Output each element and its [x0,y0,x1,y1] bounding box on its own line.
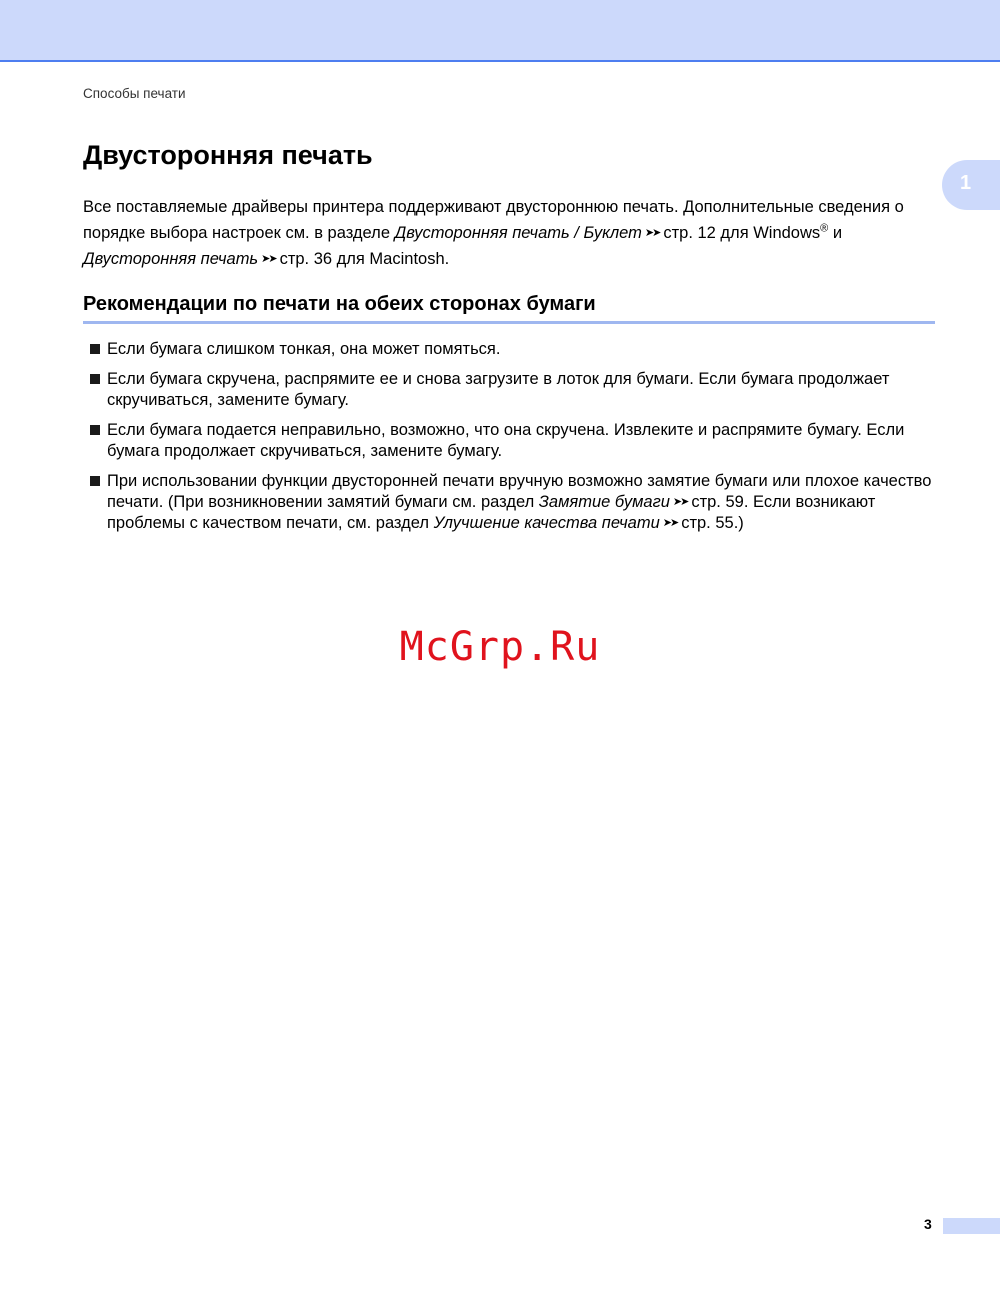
square-bullet-icon [90,374,100,384]
list-item [83,339,938,360]
page-title: Двусторонняя печать [83,140,373,170]
list-item [83,420,938,462]
intro-text-1: Все поставляемые драйверы принтера поддерживают двустороннюю печать. Дополнительные сведения о порядке выбора настроек см. в разделе [83,198,904,242]
double-arrow-icon: ➤➤ [261,253,276,265]
tip-text-a: При использовании функции двусторонней печати вручную возможно замятие бумаги или плохое качество печати. (При возникновении замятий бумаги см. раздел [107,472,932,511]
square-bullet-icon [90,476,100,486]
double-arrow-icon: ➤➤ [662,517,678,529]
registered-mark: ® [820,222,829,235]
list-item [83,471,938,534]
chapter-number: 1 [960,172,972,194]
square-bullet-icon [90,344,100,354]
duplex-mac-link[interactable]: Двусторонняя печать [83,250,259,268]
intro-text-4: стр. 36 для Macintosh. [279,250,450,268]
breadcrumb: Способы печати [83,86,186,101]
tip-text: Если бумага подается неправильно, возможно, что она скручена. Извлеките и распрямите бумагу. Если бумага продолжает скручиваться, замените бумагу. [107,421,905,460]
print-quality-link[interactable]: Улучшение качества печати [433,514,660,532]
tip-text-c: стр. 55.) [681,514,744,532]
double-arrow-icon: ➤➤ [672,496,688,508]
tip-text: Если бумага слишком тонкая, она может помяться. [107,340,501,358]
page-number-tab [943,1218,1000,1234]
section-heading: Рекомендации по печати на обеих сторонах бумаги [83,293,935,324]
watermark: McGrp.Ru [399,624,601,670]
square-bullet-icon [90,425,100,435]
intro-paragraph [83,194,933,272]
tip-text: Если бумага скручена, распрямите ее и снова загрузите в лоток для бумаги. Если бумага продолжает скручиваться, замените бумагу. [107,370,890,409]
double-arrow-icon: ➤➤ [644,227,660,239]
tip-text-b: стр. 59. Если возникают проблемы с качеством печати, см. раздел [107,493,876,532]
tips-list [83,339,938,543]
list-item [83,369,938,411]
chapter-tab [942,160,1000,210]
intro-text-2: стр. 12 для Windows [663,224,821,242]
paper-jam-link[interactable]: Замятие бумаги [538,493,670,511]
page-number: 3 [924,1216,932,1232]
duplex-booklet-link[interactable]: Двусторонняя печать / Буклет [394,224,642,242]
intro-text-3: и [828,224,843,242]
header-band [0,0,1000,62]
